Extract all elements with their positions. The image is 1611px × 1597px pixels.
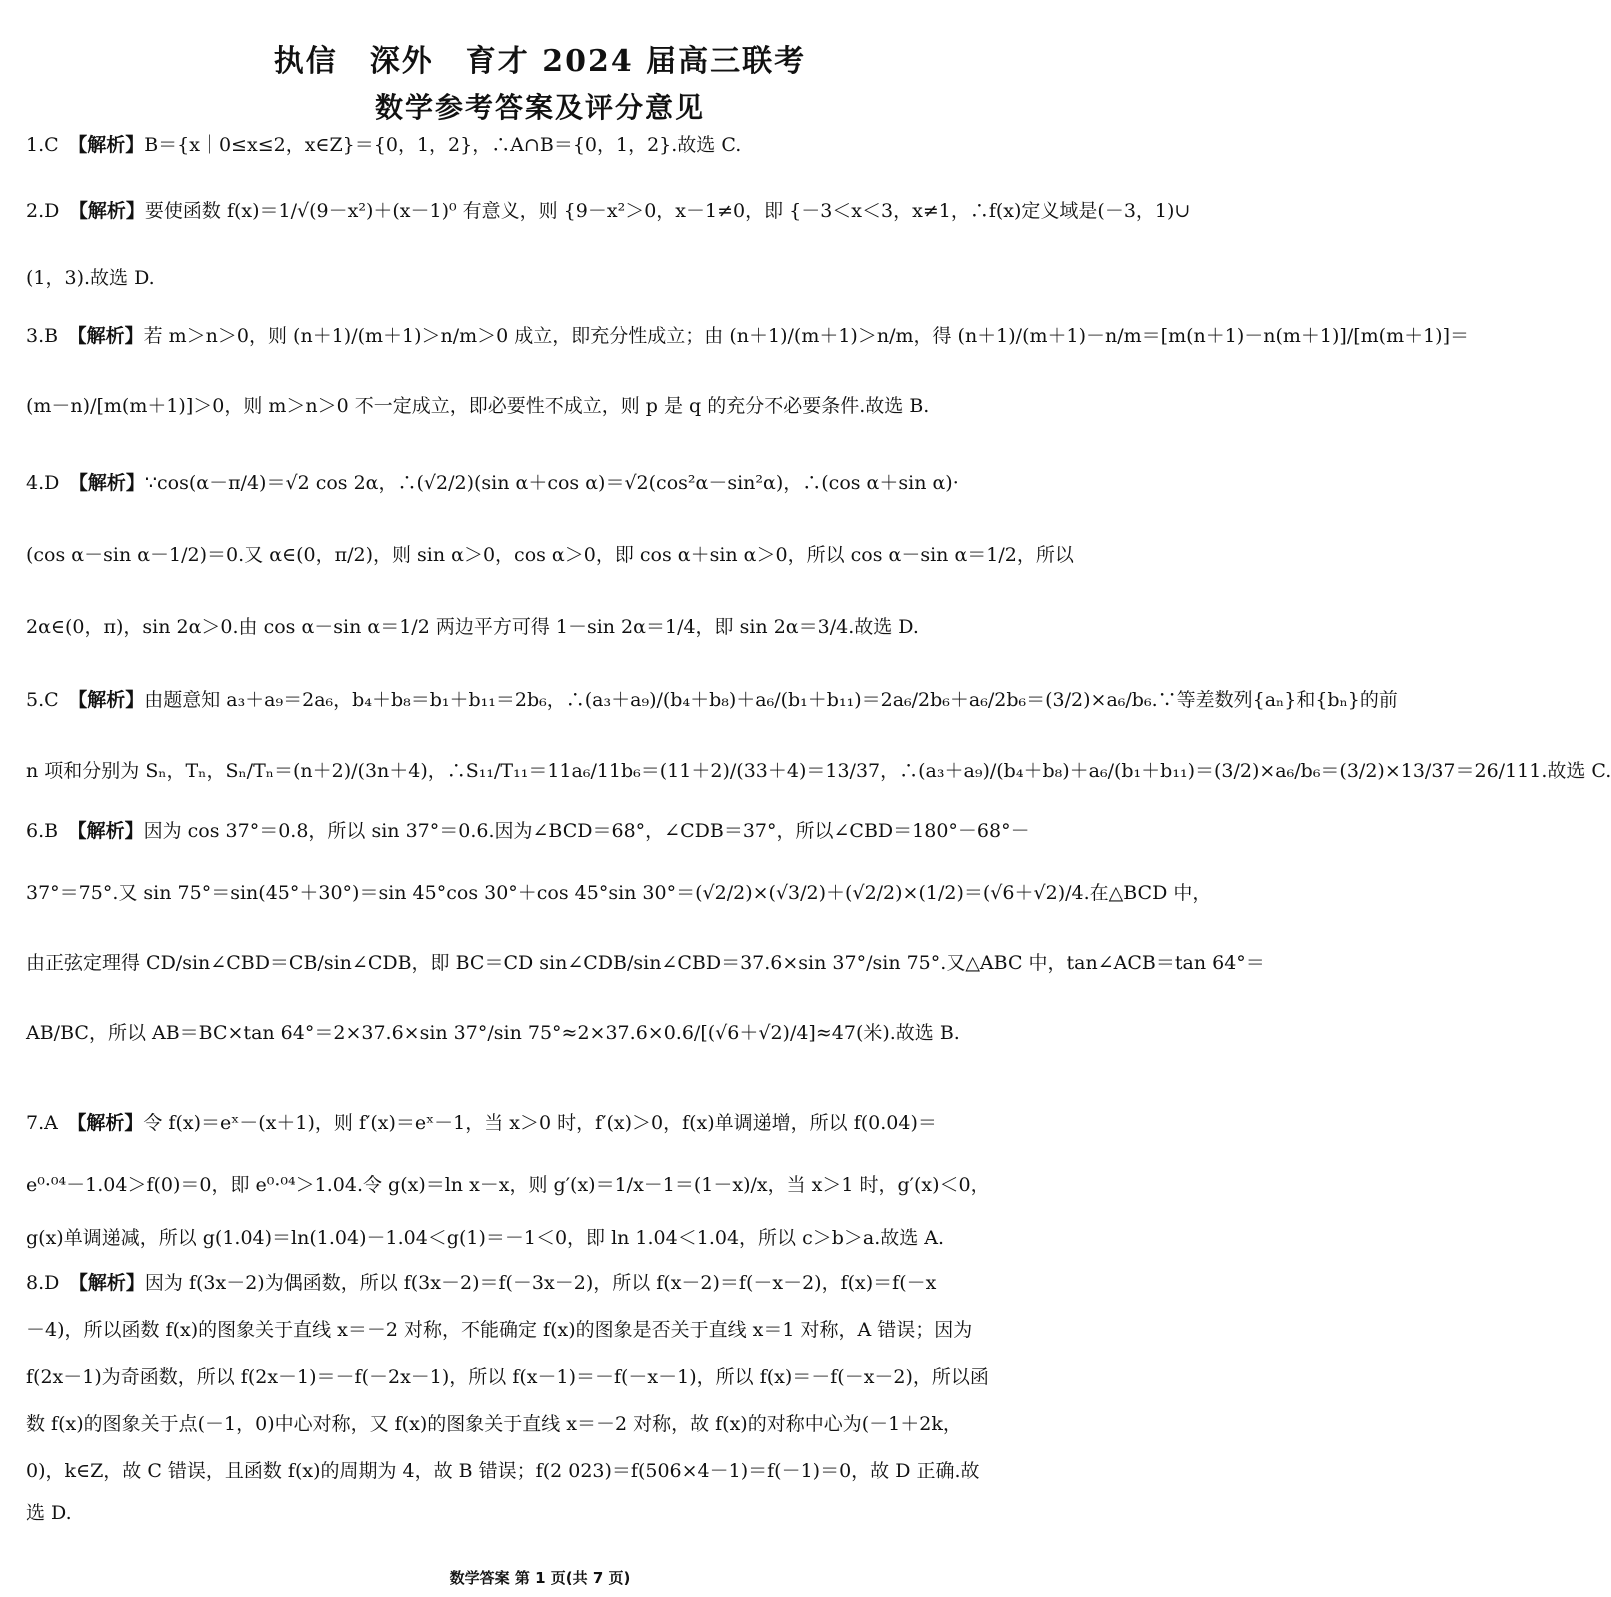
answer-6-line-4: AB/BC，所以 AB＝BC×tan 64°＝2×37.6×sin 37°/sin 75°≈2×37.6×0.6/[(√6＋√2)/4]≈47(米).故选 B. <box>26 1022 960 1044</box>
analysis-tag: 【解析】 <box>76 1112 144 1134</box>
answer-8-line-1 <box>26 1270 1056 1296</box>
answer-3-line-2: (m－n)/[m(m＋1)]＞0，则 m＞n＞0 不一定成立，即必要性不成立，则 p 是 q 的充分不必要条件.故选 B. <box>26 395 930 417</box>
answer-text: 若 m＞n＞0，则 (n＋1)/(m＋1)＞n/m＞0 成立，即充分性成立；由 (n＋1)/(m＋1)＞n/m，得 (n＋1)/(m＋1)－n/m＝[m(n＋1)－n(m＋1)]/[m(m＋1)]＝ <box>143 325 1469 347</box>
page-footer: 数学答案 第 1 页(共 7 页) <box>449 1569 631 1587</box>
document-subtitle: 数学参考答案及评分意见 <box>374 91 705 124</box>
answer-text: 令 f(x)＝eˣ－(x＋1)，则 f′(x)＝eˣ－1，当 x＞0 时，f′(x)＞0，f(x)单调递增，所以 f(0.04)＝ <box>143 1112 937 1134</box>
analysis-tag: 【解析】 <box>78 200 145 222</box>
answer-number: 7.A <box>26 1112 58 1134</box>
answer-5-line-1 <box>26 687 1398 713</box>
answer-8-line-5: 0)，k∈Z，故 C 错误，且函数 f(x)的周期为 4，故 B 错误；f(2 023)＝f(506×4－1)＝f(－1)＝0，故 D 正确.故 <box>26 1460 980 1482</box>
answer-6-line-1 <box>26 818 1056 844</box>
analysis-tag: 【解析】 <box>77 134 145 156</box>
exam-title: 执信 深外 育才 2024 届高三联考 <box>273 44 807 79</box>
answer-number: 8.D <box>26 1272 60 1294</box>
answer-text: 要使函数 f(x)＝1/√(9－x²)＋(x－1)⁰ 有意义，则 {9－x²＞0，x－1≠0，即 {－3＜x＜3，x≠1，∴f(x)定义域是(－3，1)∪ <box>144 200 1191 222</box>
answer-6-line-2: 37°＝75°.又 sin 75°＝sin(45°＋30°)＝sin 45°cos 30°＋cos 45°sin 30°＝(√2/2)×(√3/2)＋(√2/2)×(1/2)＝(√6＋√2)/4.在△BCD 中， <box>26 882 1212 904</box>
answer-5-line-2: n 项和分别为 Sₙ，Tₙ，Sₙ/Tₙ＝(n＋2)/(3n＋4)，∴S₁₁/T₁₁＝11a₆/11b₆＝(11＋2)/(33＋4)＝13/37，∴(a₃＋a₉)/(b₄＋b₈)＋a₆/(b₁＋b₁₁)＝(3/2)×a₆/b₆＝(3/2)×13/37＝26/111.故选 C. <box>26 760 1611 782</box>
answer-number: 3.B <box>26 325 59 347</box>
answer-8-line-4: 数 f(x)的图象关于点(－1，0)中心对称，又 f(x)的图象关于直线 x＝－2 对称，故 f(x)的对称中心为(－1＋2k， <box>26 1413 962 1435</box>
answer-4-line-3: 2α∈(0，π)，sin 2α＞0.由 cos α－sin α＝1/2 两边平方可得 1－sin 2α＝1/4，即 sin 2α＝3/4.故选 D. <box>26 616 919 638</box>
answer-7-line-1 <box>26 1110 1056 1136</box>
answer-2-line-1 <box>26 198 1191 224</box>
answer-4-line-1 <box>26 470 1056 496</box>
answer-text: B＝{x｜0≤x≤2，x∈Z}＝{0，1，2}，∴A∩B＝{0，1，2}.故选 C. <box>144 134 742 156</box>
answer-1-line-1 <box>26 132 1056 158</box>
answer-number: 5.C <box>26 689 59 711</box>
answer-text: 因为 cos 37°＝0.8，所以 sin 37°＝0.6.因为∠BCD＝68°，∠CDB＝37°，所以∠CBD＝180°－68°－ <box>143 820 1030 842</box>
answer-8-line-3: f(2x－1)为奇函数，所以 f(2x－1)＝－f(－2x－1)，所以 f(x－1)＝－f(－x－1)，所以 f(x)＝－f(－x－2)，所以函 <box>26 1366 989 1388</box>
answer-8-line-2: －4)，所以函数 f(x)的图象关于直线 x＝－2 对称，不能确定 f(x)的图象是否关于直线 x＝1 对称，A 错误；因为 <box>26 1319 973 1341</box>
answer-7-line-3: g(x)单调递减，所以 g(1.04)＝ln(1.04)－1.04＜g(1)＝－1＜0，即 ln 1.04＜1.04，所以 c＞b＞a.故选 A. <box>26 1227 945 1249</box>
answer-7-line-2: e⁰·⁰⁴－1.04＞f(0)＝0，即 e⁰·⁰⁴＞1.04.令 g(x)＝ln x－x，则 g′(x)＝1/x－1＝(1－x)/x，当 x＞1 时，g′(x)＜0， <box>26 1174 990 1196</box>
analysis-tag: 【解析】 <box>77 820 144 842</box>
answer-number: 6.B <box>26 820 59 842</box>
answer-4-line-2: (cos α－sin α－1/2)＝0.又 α∈(0，π/2)，则 sin α＞0，cos α＞0，即 cos α＋sin α＞0，所以 cos α－sin α＝1/2，所以 <box>26 544 1074 566</box>
analysis-tag: 【解析】 <box>78 1272 145 1294</box>
answer-2-line-2: (1，3).故选 D. <box>26 267 155 289</box>
answer-text: 由题意知 a₃＋a₉＝2a₆，b₄＋b₈＝b₁＋b₁₁＝2b₆，∴(a₃＋a₉)/(b₄＋b₈)＋a₆/(b₁＋b₁₁)＝2a₆/2b₆＋a₆/2b₆＝(3/2)×a₆/b₆.∵等差数列{aₙ}和{bₙ}的前 <box>144 689 1398 711</box>
answer-number: 2.D <box>26 200 60 222</box>
answer-text: 因为 f(3x－2)为偶函数，所以 f(3x－2)＝f(－3x－2)，所以 f(x－2)＝f(－x－2)，f(x)＝f(－x <box>144 1272 937 1294</box>
analysis-tag: 【解析】 <box>78 472 145 494</box>
answer-3-line-1 <box>26 323 1469 349</box>
answer-text: ∵cos(α－π/4)＝√2 cos 2α，∴(√2/2)(sin α＋cos α)＝√2(cos²α－sin²α)，∴(cos α＋sin α)· <box>144 472 959 494</box>
answer-number: 1.C <box>26 134 59 156</box>
analysis-tag: 【解析】 <box>77 325 144 347</box>
answer-8-line-6: 选 D. <box>26 1502 72 1524</box>
answer-number: 4.D <box>26 472 60 494</box>
answer-6-line-3: 由正弦定理得 CD/sin∠CBD＝CB/sin∠CDB，即 BC＝CD sin∠CDB/sin∠CBD＝37.6×sin 37°/sin 75°.又△ABC 中，tan∠ACB＝tan 64°＝ <box>26 952 1265 974</box>
analysis-tag: 【解析】 <box>77 689 145 711</box>
